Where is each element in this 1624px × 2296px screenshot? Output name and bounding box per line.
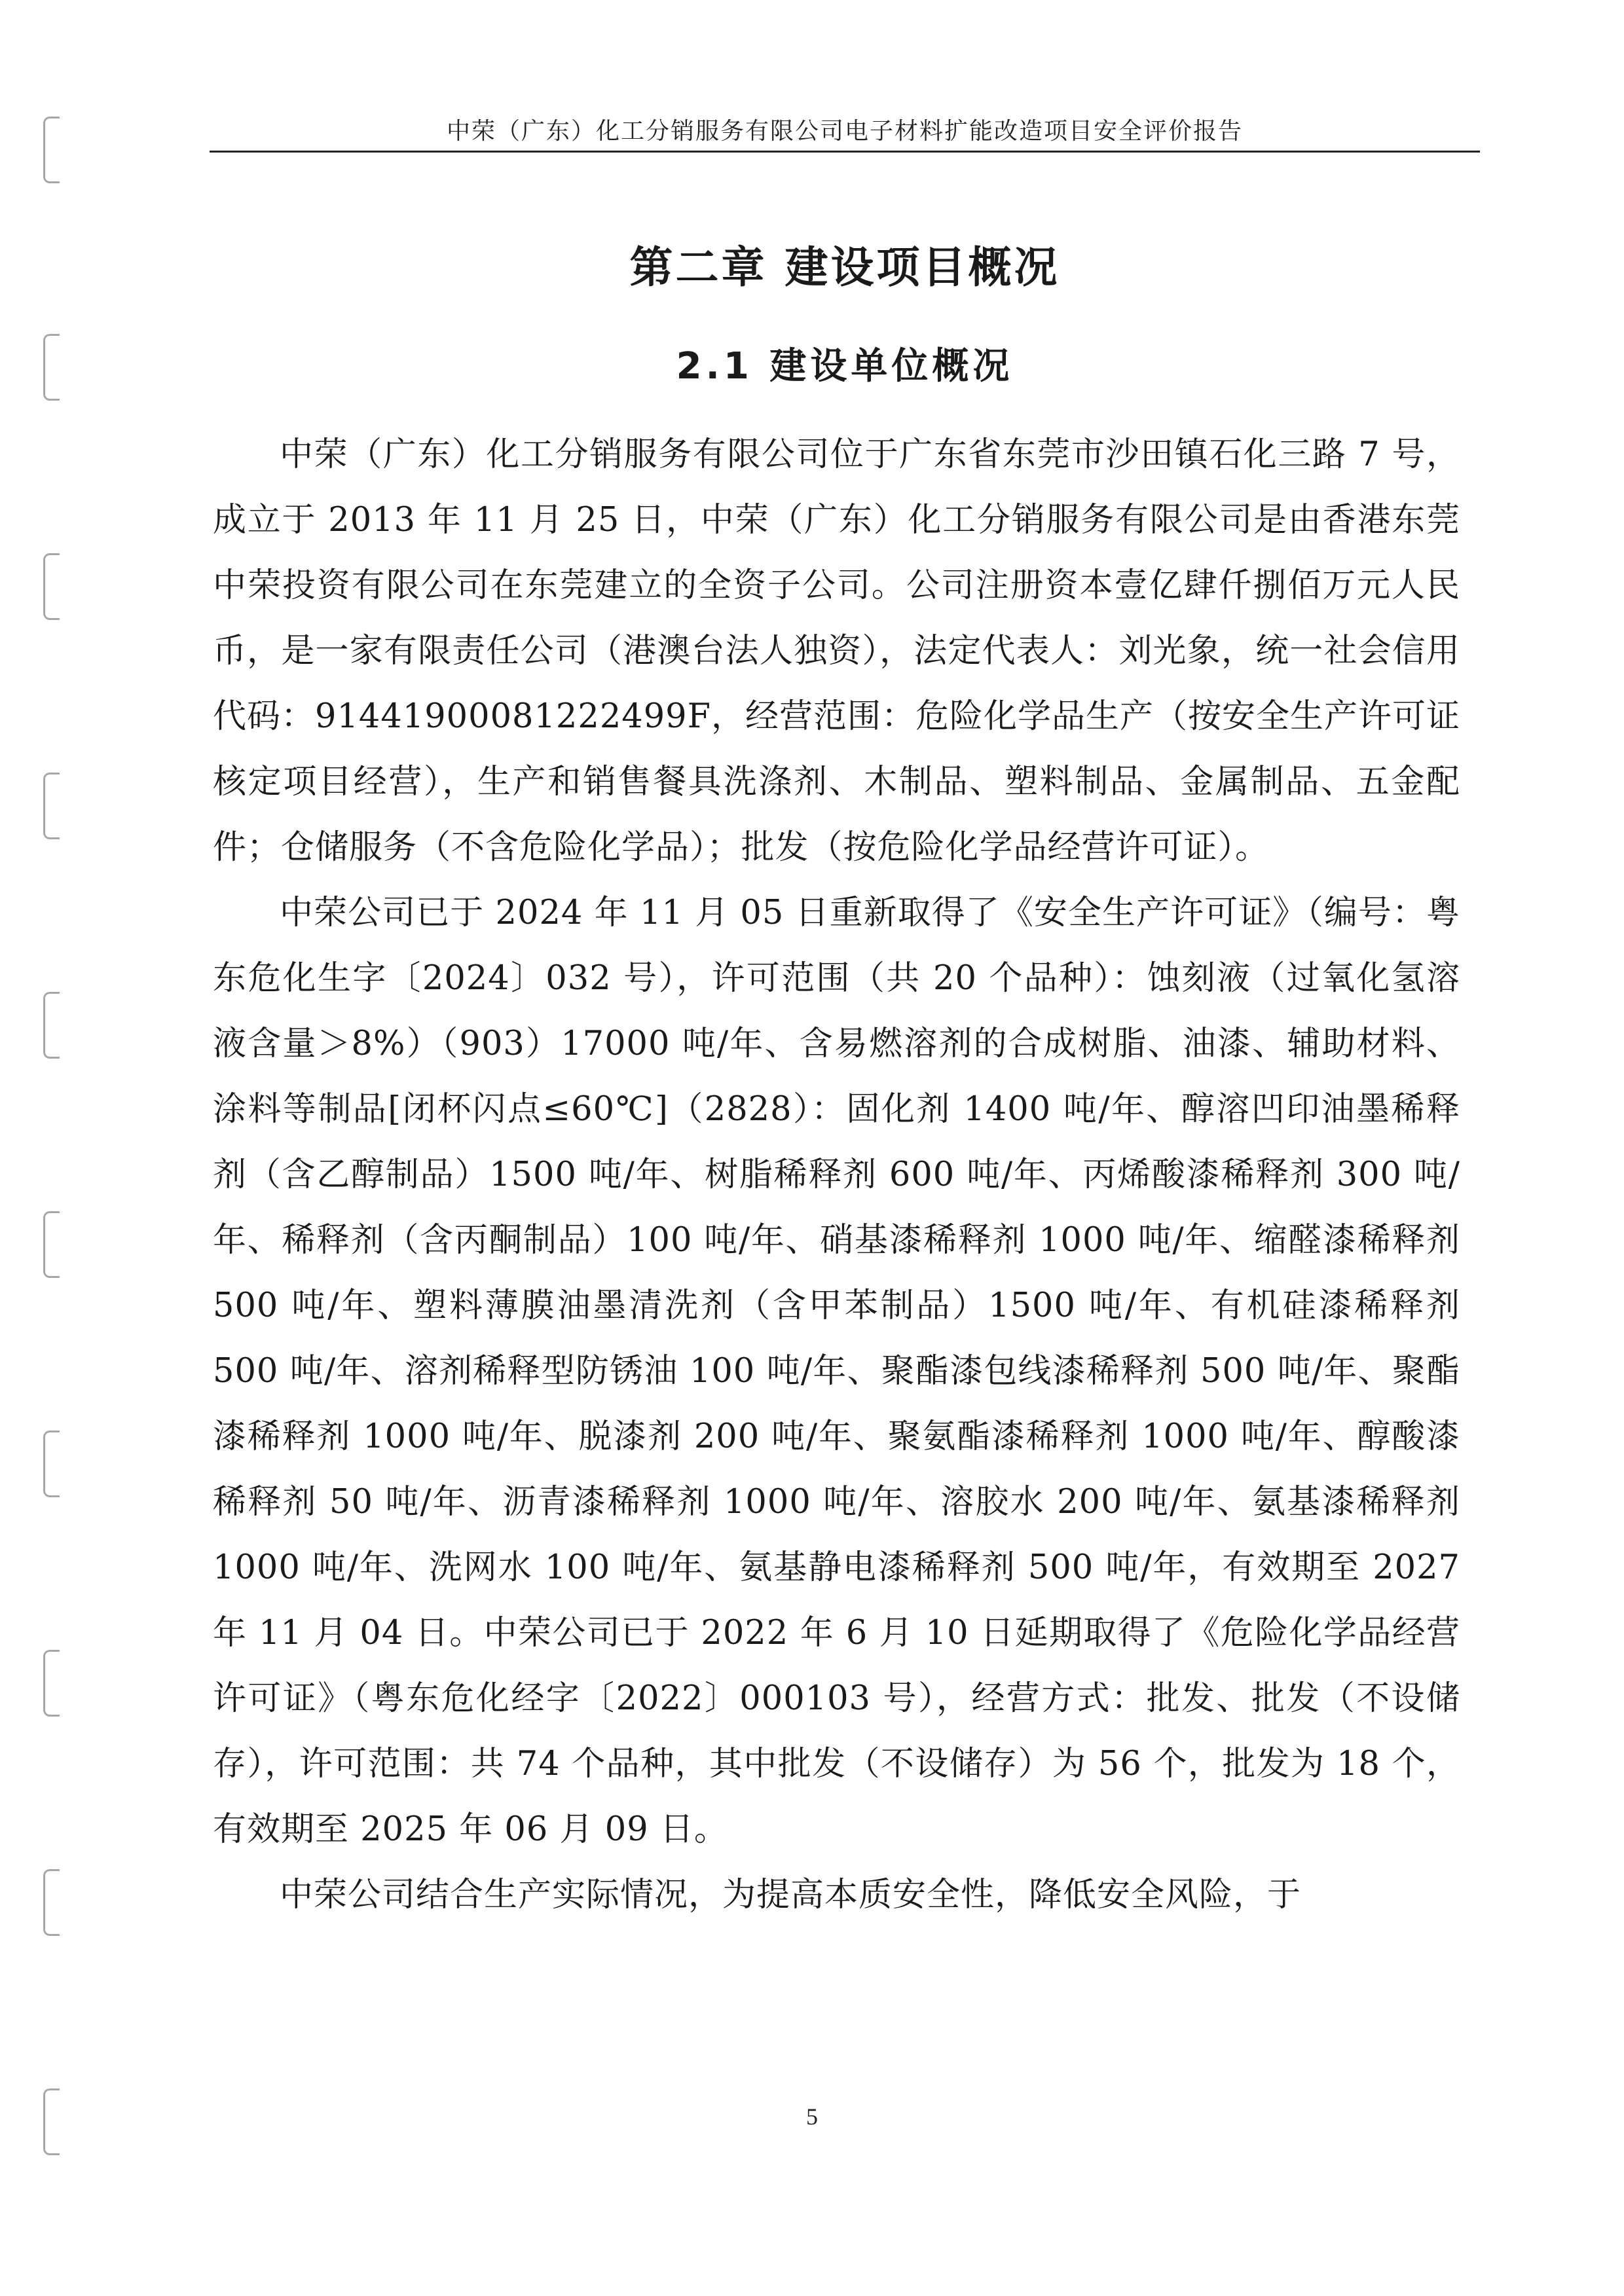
body-text xyxy=(213,422,1460,1928)
paragraph: 中荣（广东）化工分销服务有限公司位于广东省东莞市沙田镇石化三路 7 号，成立于 2013 年 11 月 25 日，中荣（广东）化工分销服务有限公司是由香港东莞中荣投资有限公司在东莞建立的全资子公司。公司注册资本壹亿肆仟捌佰万元人民币，是一家有限责任公司（港澳台法人独资），法定代表人：刘光象，统一社会信用代码：91441900081222499F，经营范围：危险化学品生产（按安全生产许可证核定项目经营），生产和销售餐具洗涤剂、木制品、塑料制品、金属制品、五金配件；仓储服务（不含危险化学品）；批发（按危险化学品经营许可证）。 xyxy=(213,435,1461,867)
binding-mark xyxy=(43,992,60,1059)
binding-mark xyxy=(43,1650,60,1717)
paragraph: 中荣公司结合生产实际情况，为提高本质安全性，降低安全风险，于 xyxy=(280,1876,1302,1914)
binding-mark xyxy=(43,1430,60,1497)
section-title: 2.1 建设单位概况 xyxy=(676,345,1014,388)
binding-mark xyxy=(43,1869,60,1936)
page-number: 5 xyxy=(806,2104,818,2130)
binding-mark xyxy=(43,773,60,839)
header-rule xyxy=(210,151,1480,153)
binding-mark xyxy=(43,334,60,401)
running-header: 中荣（广东）化工分销服务有限公司电子材料扩能改造项目安全评价报告 xyxy=(446,118,1243,145)
binding-mark xyxy=(43,553,60,620)
binding-mark xyxy=(43,117,60,183)
paragraph: 中荣公司已于 2024 年 11 月 05 日重新取得了《安全生产许可证》（编号：粤东危化生字〔2024〕032 号），许可范围（共 20 个品种）：蚀刻液（过氧化氢溶液含量＞8%）（903）17000 吨/年、含易燃溶剂的合成树脂、油漆、辅助材料、涂料等制品[闭杯闪点≤60℃]（2828）：固化剂 1400 吨/年、醇溶凹印油墨稀释剂（含乙醇制品）1500 吨/年、树脂稀释剂 600 吨/年、丙烯酸漆稀释剂 300 吨/年、稀释剂（含丙酮制品）100 吨/年、硝基漆稀释剂 1000 吨/年、缩醛漆稀释剂 500 吨/年、塑料薄膜油墨清洗剂（含甲苯制品）1500 吨/年、有机硅漆稀释剂 500 吨/年、溶剂稀释型防锈油 100 吨/年、聚酯漆包线漆稀释剂 500 吨/年、聚酯漆稀释剂 1000 吨/年、脱漆剂 200 吨/年、聚氨酯漆稀释剂 1000 吨/年、醇酸漆稀释剂 50 吨/年、沥青漆稀释剂 1000 吨/年、溶胶水 200 吨/年、氨基漆稀释剂 1000 吨/年、洗网水 100 吨/年、氨基静电漆稀释剂 500 吨/年，有效期至 2027 年 11 月 04 日。中荣公司已于 2022 年 6 月 10 日延期取得了《危险化学品经营许可证》（粤东危化经字〔2022〕000103 号），经营方式：批发、批发（不设储存），许可范围：共 74 个品种，其中批发（不设储存）为 56 个，批发为 18 个，有效期至 2025 年 06 月 09 日。 xyxy=(213,894,1460,1849)
binding-mark xyxy=(43,1211,60,1278)
chapter-title: 第二章 建设项目概况 xyxy=(629,242,1060,293)
